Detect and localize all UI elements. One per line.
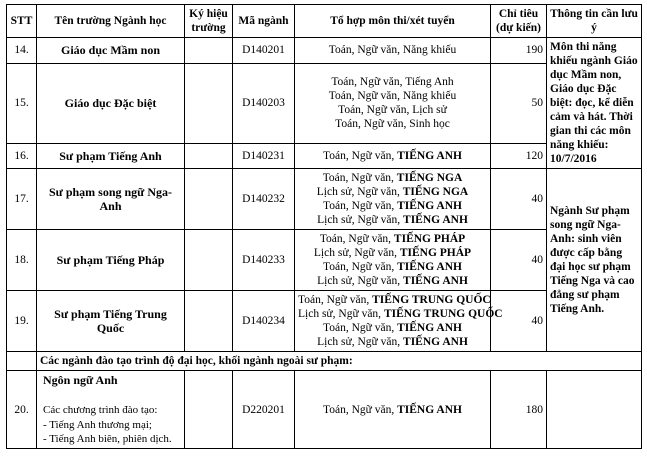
row-quota: 120 (491, 143, 547, 169)
row-subject-combination (295, 169, 491, 230)
major-title: Ngôn ngữ Anh (43, 373, 118, 388)
section-heading-row (7, 352, 642, 371)
table-row (7, 169, 642, 230)
header-notes (547, 5, 642, 38)
note-line: cao đẳng sư phạm (550, 275, 635, 302)
row-quota: 40 (491, 230, 547, 291)
table-row (7, 371, 642, 449)
row-subject-combination (295, 371, 491, 449)
row-major-code: D140234 (233, 291, 295, 352)
combination-line: Lịch sử, Ngữ văn, TIẾNG PHÁP (313, 247, 472, 260)
row-stt: 15. (7, 63, 37, 143)
row-major-name: Sư phạm Tiếng Anh (37, 143, 185, 169)
combination-line: Lịch sử, Ngữ văn, TIẾNG ANH (317, 214, 468, 227)
header-notes-line2: cần lưu ý (591, 8, 638, 35)
note-line: Môn thi năng (550, 41, 617, 54)
note-line: song ngữ Nga-Anh: (550, 219, 621, 246)
combination-line: Toán, Ngữ văn, TIẾNG TRUNG QUỐC (298, 294, 491, 307)
combination-line: Toán, Ngữ văn, TIẾNG PHÁP (319, 233, 466, 246)
note-line: đọc, kể diễn cảm (550, 97, 634, 124)
note-cell-a (547, 38, 642, 169)
header-major-name-line1: Tên trường (54, 15, 111, 27)
note-line: phạm Tiếng Nga và (550, 261, 631, 288)
combination-line: Toán, Ngữ văn, TIẾNG NGA (322, 172, 463, 185)
row-school-symbol (185, 371, 233, 449)
header-notes-line1: Thông tin (550, 8, 599, 20)
row-school-symbol (185, 38, 233, 64)
program-line: - Tiếng Anh biên, phiên dịch. (43, 432, 172, 445)
row-major-name: Sư phạm Tiếng Pháp (37, 230, 185, 291)
header-school-symbol-line1: Ký hiệu (189, 8, 228, 20)
note-line: Tiếng Anh. (550, 303, 605, 316)
program-line: - Tiếng Anh thương mại; (43, 418, 152, 431)
row-major-code: D220201 (233, 371, 295, 449)
row-school-symbol (185, 291, 233, 352)
row-quota: 50 (491, 63, 547, 143)
row-stt: 16. (7, 143, 37, 169)
combination-line: Toán, Ngữ văn, Lịch sử (338, 104, 447, 117)
row-school-symbol (185, 230, 233, 291)
combination-line: Toán, Ngữ văn, TIẾNG ANH (323, 322, 462, 335)
combination-line: Lịch sử, Ngữ văn, TIẾNG ANH (317, 275, 468, 288)
table-row (7, 63, 642, 143)
row-major-code: D140232 (233, 169, 295, 230)
header-school-symbol-line2: trường (191, 22, 226, 35)
row-major-name: Giáo dục Mầm non (37, 38, 185, 64)
note-cell-empty (547, 371, 642, 449)
combination-line: Lịch sử, Ngữ văn, TIẾNG ANH (317, 336, 468, 349)
row-subject-combination (295, 38, 491, 64)
row-major-code: D140231 (233, 143, 295, 169)
header-quota-line2: (dự (496, 22, 514, 35)
header-subject-combination: Tổ hợp môn thi/xét tuyển (295, 5, 491, 38)
header-major-name-line2: Ngành học (113, 15, 167, 27)
row-major-name: Sư phạm song ngữ Nga-Anh (37, 169, 185, 230)
note-line: môn năng khiếu: (550, 125, 631, 152)
combination-line: Toán, Ngữ văn, TIẾNG ANH (323, 149, 462, 162)
row-stt: 17. (7, 169, 37, 230)
combination-line: Toán, Ngữ văn, TIẾNG ANH (323, 200, 462, 213)
row-major-code: D140203 (233, 63, 295, 143)
row-stt: 18. (7, 230, 37, 291)
combination-line: Toán, Ngữ văn, TIẾNG ANH (323, 261, 462, 274)
combination-line: Toán, Ngữ văn, Năng khiếu (328, 44, 457, 57)
row-quota: 190 (491, 38, 547, 64)
note-line: Thời gian thi các (550, 111, 633, 138)
major-programs (43, 390, 181, 446)
table-row (7, 291, 642, 352)
table-row (7, 143, 642, 169)
row-major-code: D140201 (233, 38, 295, 64)
section-heading-text: Các ngành đào tạo trình độ đại học, khối ngành ngoài sư phạm: (37, 352, 642, 371)
table-row (7, 38, 642, 64)
combination-line: Toán, Ngữ văn, Tiếng Anh (331, 76, 454, 89)
row-quota: 40 (491, 169, 547, 230)
row-school-symbol (185, 63, 233, 143)
row-school-symbol (185, 169, 233, 230)
header-major-code: Mã ngành (233, 5, 295, 38)
note-line: dục Mầm non, (550, 69, 622, 82)
note-line: sinh viên được cấp (550, 233, 622, 260)
row-subject-combination (295, 143, 491, 169)
row-subject-combination (295, 230, 491, 291)
table-header (7, 5, 642, 38)
row-school-symbol (185, 143, 233, 169)
section-stt-spacer (7, 352, 37, 371)
combination-line: Toán, Ngữ văn, Năng khiếu (328, 90, 457, 103)
combination-line: Lịch sử, Ngữ văn, TIẾNG NGA (316, 186, 469, 199)
row-major-name: Giáo dục Đặc biệt (37, 63, 185, 143)
header-major-name (37, 5, 185, 38)
combination-line: Toán, Ngữ văn, Sinh học (335, 118, 450, 131)
note-line: Ngành Sư phạm (550, 205, 630, 218)
note-line: và hát. (573, 111, 607, 124)
row-major-code: D140233 (233, 230, 295, 291)
row-major-name: Sư phạm Tiếng Trung Quốc (37, 291, 185, 352)
combination-line: Lịch sử, Ngữ văn, TIẾNG TRUNG QUỐC (298, 308, 503, 321)
row-major-name (37, 371, 185, 449)
admission-majors-table (6, 4, 642, 449)
table-header-row (7, 5, 642, 38)
program-line: Các chương trình đào tạo: (43, 404, 158, 417)
header-stt: STT (7, 5, 37, 38)
note-line: bằng đại học sư (550, 247, 623, 274)
row-stt: 19. (7, 291, 37, 352)
header-quota (491, 5, 547, 38)
table-body (7, 38, 642, 449)
note-line: Giáo dục Đặc biệt: (550, 83, 617, 110)
row-quota: 180 (491, 371, 547, 449)
combination-line: Toán, Ngữ văn, TIẾNG ANH (323, 403, 462, 416)
row-subject-combination (295, 291, 503, 352)
row-quota: 40 (491, 291, 547, 352)
row-subject-combination (295, 63, 491, 143)
header-quota-line1: Chỉ tiêu (498, 8, 539, 20)
note-cell-b (547, 169, 642, 352)
row-stt: 14. (7, 38, 37, 64)
row-stt: 20. (7, 371, 37, 449)
header-school-symbol (185, 5, 233, 38)
header-quota-line3: kiến) (516, 22, 541, 35)
note-line: 10/7/2016 (550, 153, 597, 166)
note-line: khiếu ngành Giáo (550, 55, 638, 68)
table-row (7, 230, 642, 291)
